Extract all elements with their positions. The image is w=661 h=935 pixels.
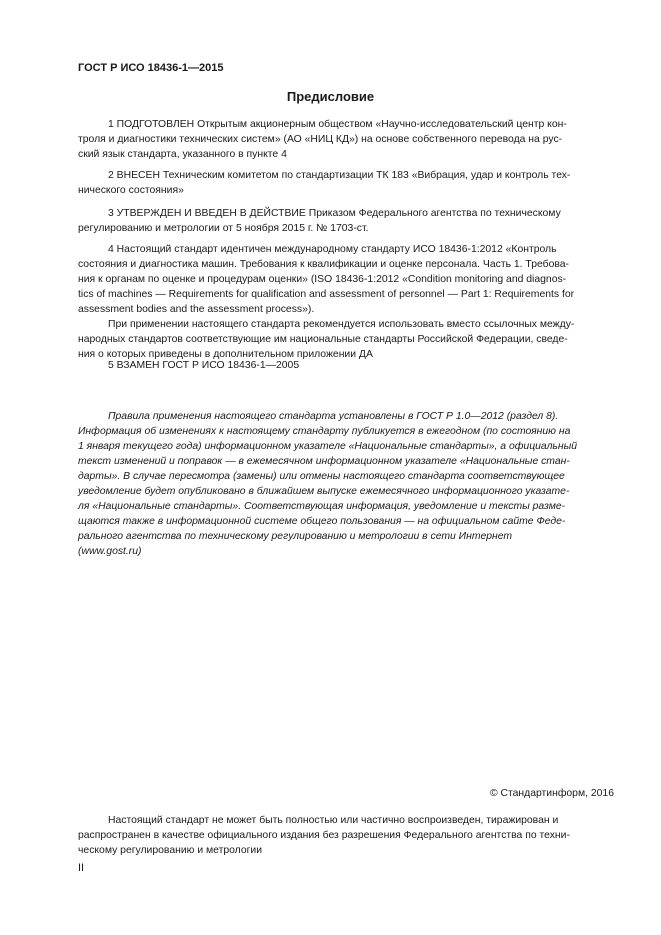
item-2-line: 2 ВНЕСЕН Техническим комитетом по стандартизации ТК 183 «Вибрация, удар и контроль тех- [108, 170, 571, 181]
copyright-line: © Стандартинформ, 2016 [489, 788, 614, 799]
rules-line: рального агентства по техническому регулированию и метрологии в сети Интернет [78, 531, 513, 542]
reproduction-notice-paragraph [78, 813, 615, 858]
item-4-line: 4 Настоящий стандарт идентичен международному стандарту ИСО 18436-1:2012 «Контроль [108, 244, 557, 255]
item-5-line: 5 ВЗАМЕН ГОСТ Р ИСО 18436-1—2005 [108, 360, 300, 371]
item-1-line: ский язык стандарта, указанного в пункте 4 [78, 149, 287, 160]
rules-line: текст изменений и поправок — в ежемесячном информационном указателе «Национальные стан- [78, 456, 570, 467]
item-1-line: 1 ПОДГОТОВЛЕН Открытым акционерным обществом «Научно-исследовательский центр кон- [108, 119, 567, 130]
item-2-paragraph [78, 168, 615, 198]
item-2-line: нического состояния» [78, 185, 184, 196]
item-4-line: tics of machines — Requirements for qualification and assessment of personnel — Part 1: Requirements for [78, 289, 575, 300]
item-4-note-line: При применении настоящего стандарта рекомендуется использовать вместо ссылочных между- [108, 319, 575, 330]
item-3-line: регулированию и метрологии от 5 ноября 2015 г. № 1703-ст. [78, 223, 369, 234]
rules-line: Правила применения настоящего стандарта установлены в ГОСТ Р 1.0—2012 (раздел 8). [108, 411, 559, 422]
notice-line: распространен в качестве официального издания без разрешения Федерального агентства по техни- [78, 830, 570, 841]
rules-notice-paragraph [78, 409, 615, 559]
rules-line: (www.gost.ru) [78, 546, 142, 557]
page-title: Предисловие [286, 89, 375, 104]
item-1-line: троля и диагностики технических систем» (АО «НИЦ КД») на основе собственного перевода на рус- [78, 134, 563, 145]
item-4-paragraph [78, 242, 615, 362]
notice-line: ческому регулированию и метрологии [78, 845, 263, 856]
notice-line: Настоящий стандарт не может быть полностью или частично воспроизведен, тиражирован и [108, 815, 559, 826]
rules-line: Информация об изменениях к настоящему стандарту публикуется в ежегодном (по состоянию на [78, 426, 571, 437]
rules-line: дарты». В случае пересмотра (замены) или отмены настоящего стандарта соответствующее [78, 471, 565, 482]
rules-line: щаются также в информационной системе общего пользования — на официальном сайте Феде- [78, 516, 566, 527]
rules-line: ля «Национальные стандарты». Соответствующая информация, уведомление и тексты разме- [78, 501, 566, 512]
document-header: ГОСТ Р ИСО 18436-1—2015 [78, 62, 224, 74]
rules-line: уведомление будет опубликовано в ближайшем выпуске ежемесячного информационного указате- [78, 486, 570, 497]
item-4-line: assessment bodies and the assessment process»). [78, 304, 315, 315]
page-number: II [78, 862, 85, 874]
item-4-note-line: народных стандартов соответствующие им национальные стандарты Российской Федерации, сведе- [78, 334, 568, 345]
item-1-paragraph [78, 117, 615, 162]
rules-line: 1 января текущего года) информационном указателе «Национальные стандарты», а официальный [78, 441, 578, 452]
item-5-paragraph [78, 358, 615, 373]
item-3-paragraph [78, 206, 615, 236]
item-4-note-line: ния о которых приведены в дополнительном приложении ДА [78, 349, 373, 360]
item-3-line: 3 УТВЕРЖДЕН И ВВЕДЕН В ДЕЙСТВИЕ Приказом Федерального агентства по техническому [108, 208, 561, 219]
item-4-line: ния к органам по оценке и процедурам оценки» (ISO 18436-1:2012 «Condition monitoring and diagnos- [78, 274, 567, 285]
item-4-line: состояния и диагностика машин. Требования к квалификации и оценке персонала. Часть 1. Требова- [78, 259, 570, 270]
